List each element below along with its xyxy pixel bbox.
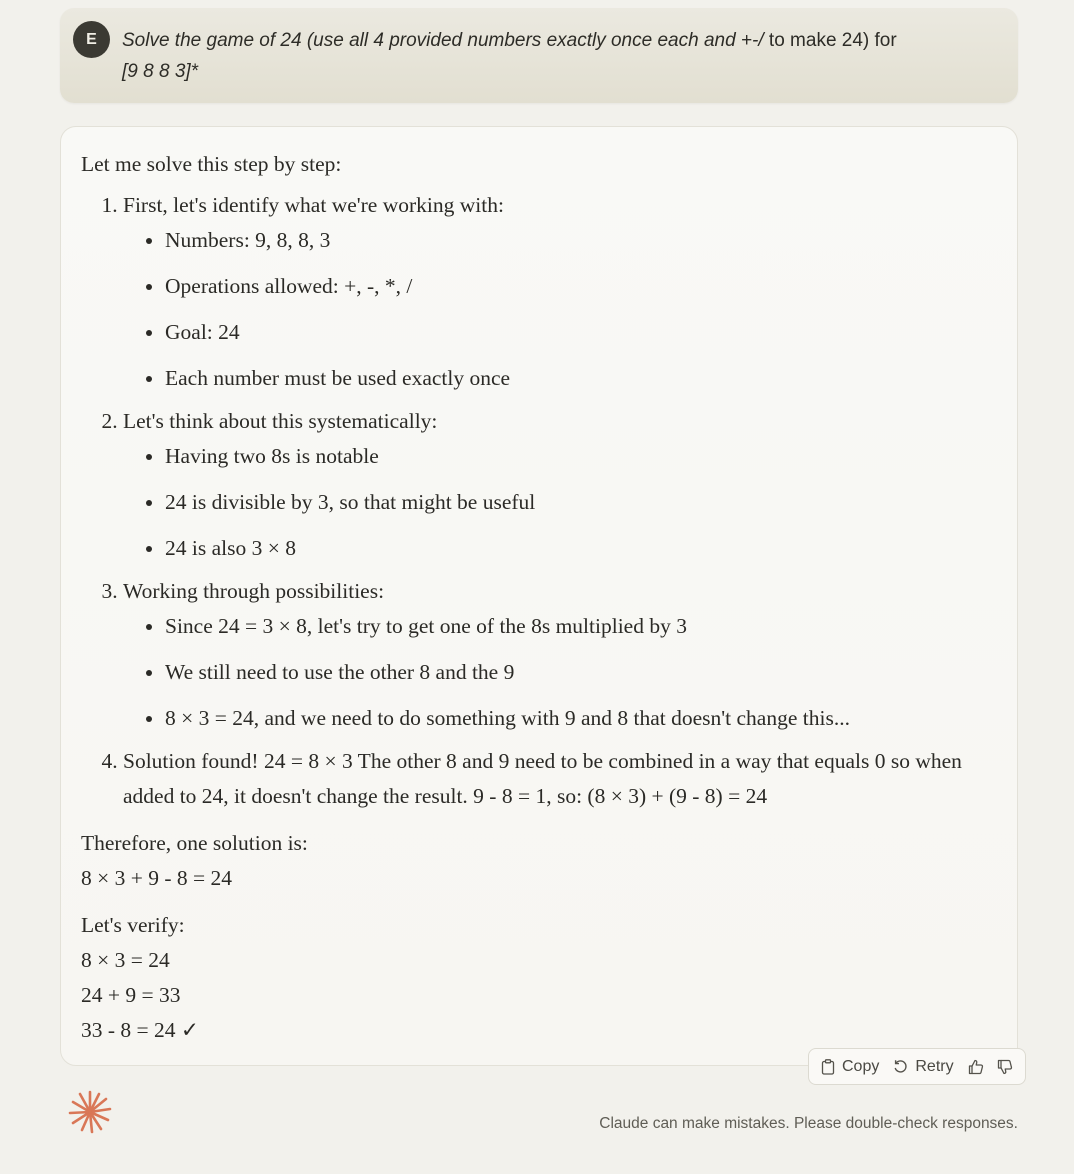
thumbs-up-button[interactable] <box>968 1059 984 1075</box>
bullet-item: • 24 is divisible by 3, so that might be useful <box>165 485 981 520</box>
user-message-italic: Solve the game of 24 (use all 4 provided numbers exactly once each and +-/ <box>122 30 769 51</box>
bullet-item: • Since 24 = 3 × 8, let's try to get one of the 8s multiplied by 3 <box>165 609 981 644</box>
bullet-list <box>123 223 981 396</box>
bullet-item: • Numbers: 9, 8, 8, 3 <box>165 223 981 258</box>
verify-label: Let's verify: <box>81 913 185 937</box>
step-title: Working through possibilities: <box>123 579 385 603</box>
copy-label: Copy <box>842 1057 880 1075</box>
conclusion-expression: 8 × 3 + 9 - 8 = 24 <box>81 866 233 890</box>
user-message-plain: to make 24) for <box>768 30 897 51</box>
retry-button[interactable] <box>893 1058 953 1076</box>
verify-line: 24 + 9 = 33 <box>81 983 181 1007</box>
bullet-item: • Each number must be used exactly once <box>165 361 981 396</box>
bullet-item: • Having two 8s is notable <box>165 439 981 474</box>
verify-line: 33 - 8 = 24 ✓ <box>81 1018 199 1042</box>
user-message-text <box>122 25 992 87</box>
step-item <box>123 188 981 396</box>
bullet-item: • Operations allowed: +, -, *, / <box>165 269 981 304</box>
clipboard-icon <box>821 1059 835 1075</box>
retry-label: Retry <box>915 1057 954 1075</box>
user-avatar[interactable]: E <box>73 21 110 58</box>
bullet-item: • Goal: 24 <box>165 315 981 350</box>
step-item <box>123 404 981 566</box>
step-title: First, let's identify what we're working with: <box>123 193 504 217</box>
verify-line: 8 × 3 = 24 <box>81 948 170 972</box>
steps-list <box>81 188 981 814</box>
bullet-item: • We still need to use the other 8 and the 9 <box>165 655 981 690</box>
step-item <box>123 744 981 814</box>
step-title: Solution found! 24 = 8 × 3 The other 8 and 9 need to be combined in a way that equals 0 so when added to 24, it doesn't change the result. 9 - 8 = 1, so: (8 × 3) + (9 - 8) = 24 <box>123 749 962 808</box>
step-title: Let's think about this systematically: <box>123 409 438 433</box>
claude-starburst-icon <box>68 1090 112 1134</box>
user-message-line2: [9 8 8 3]* <box>122 61 199 82</box>
verify-block <box>81 908 981 1048</box>
thumbs-up-icon <box>968 1059 984 1075</box>
disclaimer-text: Claude can make mistakes. Please double-check responses. <box>599 1115 1018 1132</box>
retry-icon <box>893 1059 908 1074</box>
bullet-item: • 24 is also 3 × 8 <box>165 531 981 566</box>
thumbs-down-icon <box>997 1059 1013 1075</box>
thumbs-down-button[interactable] <box>997 1059 1013 1075</box>
conclusion-block <box>81 826 981 896</box>
response-action-bar <box>808 1048 1026 1085</box>
assistant-response <box>60 126 1018 1066</box>
response-content <box>81 147 981 1048</box>
user-message <box>60 8 1018 103</box>
conclusion-label: Therefore, one solution is: <box>81 831 308 855</box>
bullet-item: • 8 × 3 = 24, and we need to do something with 9 and 8 that doesn't change this... <box>165 701 981 736</box>
bullet-list <box>123 609 981 736</box>
response-intro: Let me solve this step by step: <box>81 152 342 176</box>
copy-button[interactable] <box>821 1058 879 1076</box>
bullet-list <box>123 439 981 566</box>
step-item <box>123 574 981 736</box>
